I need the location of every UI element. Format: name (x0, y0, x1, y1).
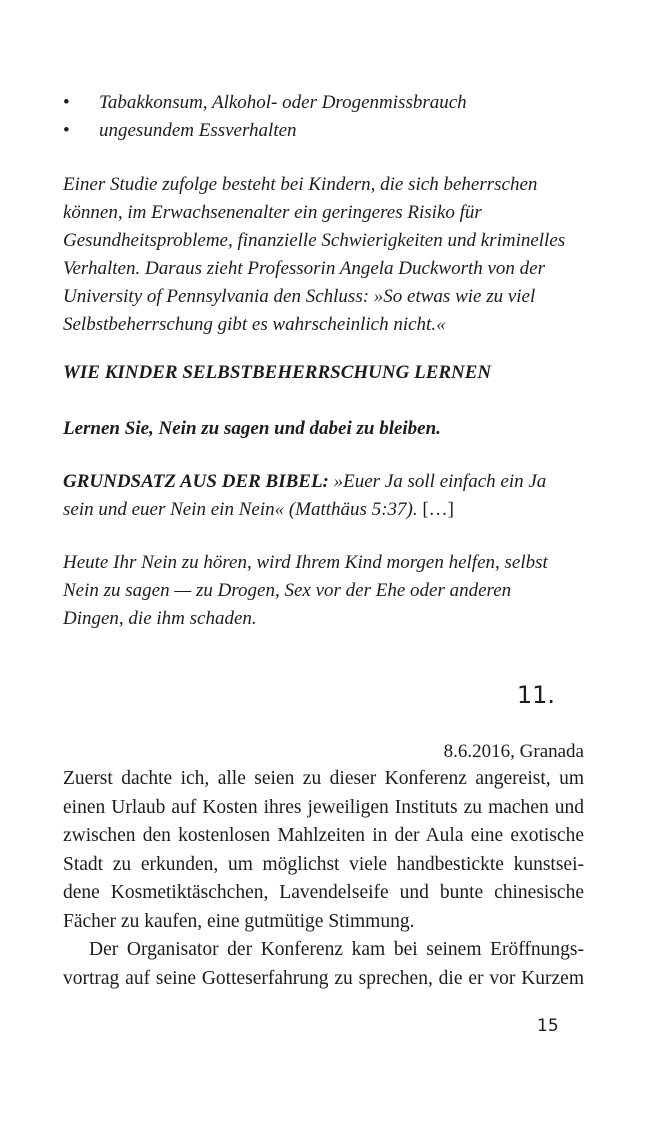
paragraph-line: Nein zu sagen — zu Drogen, Sex vor der Ehe oder anderen (63, 580, 512, 601)
paragraph-line: einen Urlaub auf Kosten ihres jeweiligen Instituts zu machen und (63, 796, 584, 818)
paragraph-line: Stadt zu erkunden, um möglichst viele handbestickte kunstsei- (63, 853, 584, 875)
paragraph-line: Heute Ihr Nein zu hören, wird Ihrem Kind morgen helfen, selbst (63, 552, 548, 573)
principle-label: GRUNDSATZ AUS DER BIBEL: (63, 471, 329, 492)
paragraph-line: zwischen den kostenlosen Mahlzeiten in der Aula eine exotische (63, 825, 584, 846)
subheading: Lernen Sie, Nein zu sagen und dabei zu bleiben. (63, 418, 441, 439)
paragraph-line: University of Pennsylvania den Schluss: »So etwas wie zu viel (63, 286, 536, 307)
bullet-text: ungesundem Essverhalten (99, 120, 297, 141)
principle-line (63, 468, 583, 496)
closing-paragraph (63, 549, 583, 633)
paragraph-line: Fächer zu kaufen, eine gutmütige Stimmung. (63, 910, 415, 932)
paragraph-line: Zuerst dachte ich, alle seien zu dieser Konferenz angereist, um (63, 768, 584, 789)
bullet-symbol: • (63, 120, 70, 141)
bullet-symbol: • (63, 92, 70, 113)
page-number: 15 (537, 1016, 559, 1036)
bible-principle (63, 468, 583, 524)
paragraph-line: Selbstbeherrschung gibt es wahrscheinlich nicht.« (63, 314, 446, 335)
principle-text: »Euer Ja soll einfach ein Ja (328, 471, 547, 492)
body-paragraph (63, 765, 584, 993)
paragraph-line: Einer Studie zufolge besteht bei Kindern, die sich beherrschen (63, 174, 538, 195)
paragraph-line: können, im Erwachsenenalter ein geringeres Risiko für (63, 202, 482, 223)
principle-line (63, 496, 583, 524)
quote-paragraph (63, 171, 583, 339)
chapter-number: 11. (516, 681, 555, 709)
ellipsis: […] (417, 499, 455, 520)
paragraph-line: Der Organisator der Konferenz kam bei seinem Eröffnungs- (89, 939, 584, 960)
bullet-item (63, 89, 583, 117)
paragraph-line: dene Kosmetiktäschchen, Lavendelseife und bunte chinesische (63, 882, 584, 903)
bullet-text: Tabakkonsum, Alkohol- oder Drogenmissbrauch (99, 92, 467, 113)
date-place: 8.6.2016, Granada (443, 741, 584, 762)
paragraph-line: vortrag auf seine Gotteserfahrung zu sprechen, die er vor Kurzem (63, 967, 584, 989)
paragraph-line: Verhalten. Daraus zieht Professorin Angela Duckworth von der (63, 258, 546, 279)
bullet-item (63, 117, 583, 145)
principle-text: sein und euer Nein ein Nein« (Matthäus 5:37). (63, 499, 418, 520)
paragraph-line: Gesundheitsprobleme, finanzielle Schwierigkeiten und kriminelles (63, 230, 566, 251)
paragraph-line: Dingen, die ihm schaden. (63, 608, 257, 629)
section-heading: WIE KINDER SELBSTBEHERRSCHUNG LERNEN (63, 362, 492, 383)
